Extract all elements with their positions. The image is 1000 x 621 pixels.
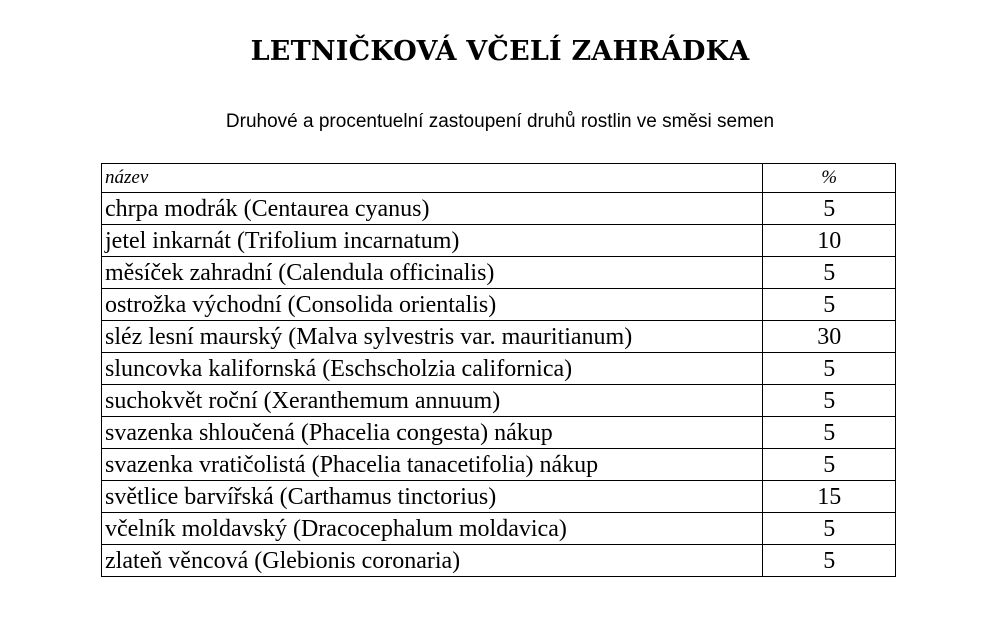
plant-name-cell: světlice barvířská (Carthamus tinctorius) xyxy=(102,481,763,513)
page-subtitle: Druhové a procentuelní zastoupení druhů rostlin ve směsi semen xyxy=(225,111,775,132)
plant-name-cell: měsíček zahradní (Calendula officinalis) xyxy=(102,257,763,289)
table-row xyxy=(102,353,896,385)
table-row xyxy=(102,321,896,353)
percent-cell: 5 xyxy=(763,193,896,225)
plant-name-cell: svazenka vratičolistá (Phacelia tanacetifolia) nákup xyxy=(102,449,763,481)
percent-cell: 5 xyxy=(763,417,896,449)
table-row xyxy=(102,257,896,289)
percent-cell: 15 xyxy=(763,481,896,513)
table-row xyxy=(102,193,896,225)
percent-cell: 5 xyxy=(763,545,896,577)
plant-name-cell: suchokvět roční (Xeranthemum annuum) xyxy=(102,385,763,417)
percent-cell: 5 xyxy=(763,513,896,545)
table-row xyxy=(102,385,896,417)
percent-cell: 5 xyxy=(763,353,896,385)
percent-cell: 5 xyxy=(763,257,896,289)
column-header-percent: % xyxy=(763,164,896,193)
plant-name-cell: ostrožka východní (Consolida orientalis) xyxy=(102,289,763,321)
table-row xyxy=(102,225,896,257)
table-row xyxy=(102,289,896,321)
percent-cell: 5 xyxy=(763,289,896,321)
percent-cell: 10 xyxy=(763,225,896,257)
plant-name-cell: jetel inkarnát (Trifolium incarnatum) xyxy=(102,225,763,257)
plant-name-cell: sluncovka kalifornská (Eschscholzia californica) xyxy=(102,353,763,385)
plant-name-cell: svazenka shloučená (Phacelia congesta) nákup xyxy=(102,417,763,449)
table-header-row xyxy=(102,164,896,193)
seed-mix-table xyxy=(101,163,896,577)
plant-name-cell: chrpa modrák (Centaurea cyanus) xyxy=(102,193,763,225)
table-row xyxy=(102,417,896,449)
column-header-name: název xyxy=(102,164,763,193)
plant-name-cell: včelník moldavský (Dracocephalum moldavica) xyxy=(102,513,763,545)
percent-cell: 30 xyxy=(763,321,896,353)
table-row xyxy=(102,513,896,545)
table-row xyxy=(102,545,896,577)
table-row xyxy=(102,481,896,513)
table-row xyxy=(102,449,896,481)
page-title: LETNIČKOVÁ VČELÍ ZAHRÁDKA xyxy=(250,36,750,67)
percent-cell: 5 xyxy=(763,449,896,481)
percent-cell: 5 xyxy=(763,385,896,417)
plant-name-cell: sléz lesní maurský (Malva sylvestris var. mauritianum) xyxy=(102,321,763,353)
plant-name-cell: zlateň věncová (Glebionis coronaria) xyxy=(102,545,763,577)
